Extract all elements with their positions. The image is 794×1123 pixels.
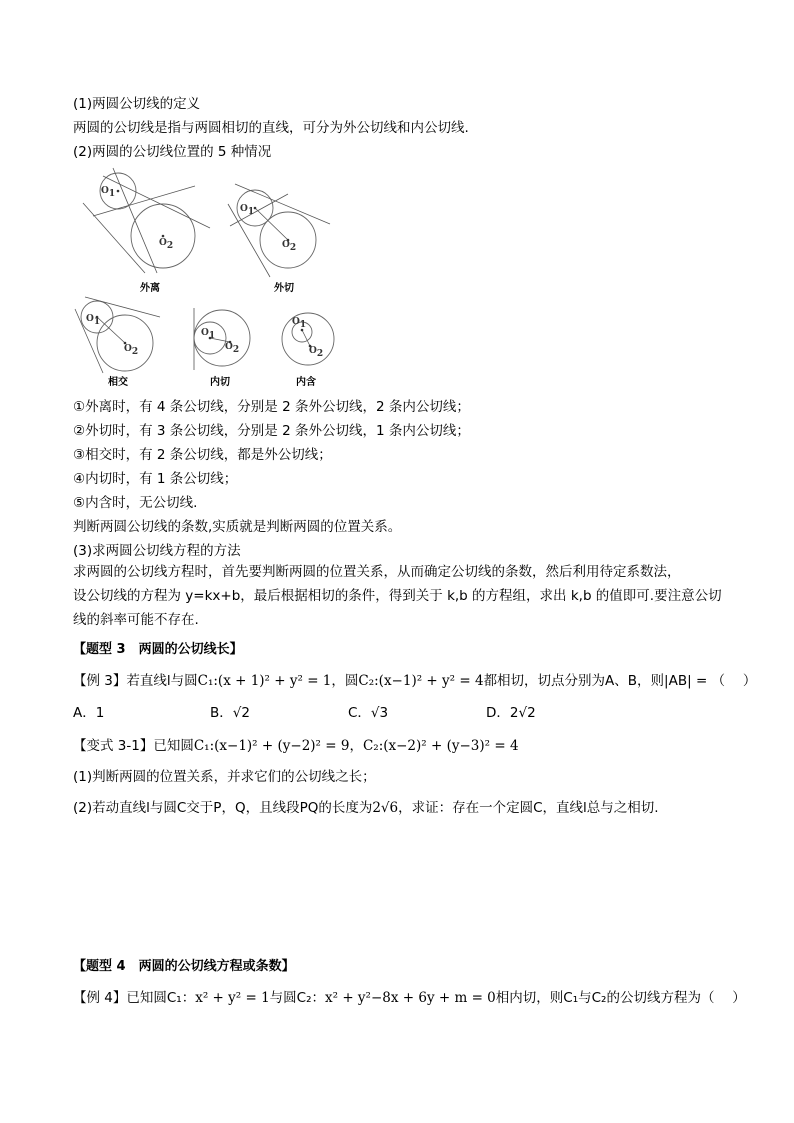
example3-option-c: C．√3 (348, 705, 389, 721)
section1-text: 两圆的公切线是指与两圆相切的直线，可分为外公切线和内公切线. (73, 120, 469, 136)
diagram-external-tangent (230, 182, 340, 277)
example4-circle2: x² + y²−8x + 6y + m = 0 (325, 990, 496, 1006)
section2-summary: 判断两圆公切线的条数,实质就是判断两圆的位置关系。 (73, 519, 402, 535)
example3-circle1: C₁:(x + 1)² + y² = 1 (197, 673, 332, 689)
diagram-label-internal-tangent: 内切 (210, 377, 230, 388)
example4-prefix: 【例 4】已知圆C₁： (73, 990, 196, 1006)
section3-line: 线的斜率可能不存在. (73, 612, 199, 628)
example4-suffix: 相内切，则C₁与C₂的公切线方程为（ ） (495, 990, 746, 1006)
variant-circle2: C₂:(x−2)² + (y−3)² = 4 (362, 738, 519, 754)
variant-q2-suffix: ，求证：存在一个定圆C，直线l总与之相切. (398, 800, 659, 816)
example3-mid: ，圆 (331, 673, 359, 689)
example3-option-b: B．√2 (210, 705, 250, 721)
example4-question (73, 989, 746, 1007)
variant-circle1: C₁:(x−1)² + (y−2)² = 9 (193, 738, 350, 754)
section2-title: (2)两圆的公切线位置的 5 种情况 (73, 144, 272, 160)
variant3-1-question (73, 737, 519, 755)
example3-prefix: 【例 3】若直线l与圆 (73, 673, 198, 689)
diagram-label-external-tangent: 外切 (274, 283, 294, 294)
diagram-contained (280, 310, 340, 370)
example3-circle2: C₂:(x−1)² + y² = 4 (358, 673, 484, 689)
diagram-label-contained: 内含 (296, 377, 316, 388)
case-item: ⑤内含时，无公切线. (73, 495, 198, 511)
type3-heading: 【题型 3 两圆的公切线长】 (73, 642, 243, 657)
section3-title: (3)求两圆公切线方程的方法 (73, 543, 241, 559)
section3-line: 设公切线的方程为 y=kx+b，最后根据相切的条件，得到关于 k,b 的方程组，求出 k,b 的值即可.要注意公切 (73, 588, 722, 604)
variant-prefix: 【变式 3-1】已知圆 (73, 738, 194, 754)
variant-q2-prefix: (2)若动直线l与圆C交于P，Q，且线段PQ的长度为 (73, 800, 373, 816)
diagram-label-intersecting: 相交 (108, 377, 128, 388)
case-item: ③相交时，有 2 条公切线，都是外公切线； (73, 447, 332, 463)
document-page: (1)两圆公切线的定义 两圆的公切线是指与两圆相切的直线，可分为外公切线和内公切线. (2)两圆的公切线位置的 5 种情况 O1 O2 外离 O1 O2 外切 O1 O2 相交 O1 O2 内切 O1 O2 内含 ①外离时，有 4 条公切线，分别是 2 条外公切线，2 条内公切线； ②外切时，有 3 条公切线，分别是 2 条外公切线，1 条内公切线； ③相交时，有 2 条公切线，都是外公切线； ④内切时，有 1 条公切线； ⑤内含时，无公切线. 判断两圆公切线的条数,实质就是判断两圆的位置关系。 (3)求两圆公切线方程的方法 求两圆的公切线方程时，首先要判断两圆的位置关系，从而确定公切线的条数，然后利用待定系数法， 设公切线的方程为 y=kx+b，最后根据相切的条件，得到关于 k,b 的方程组，求出 k,b 的值即可.要注意公切 线的斜率可能不存在. 【题型 3 两圆的公切线长】 【例 3】若直线l与圆C₁:(x + 1)² + y² = 1，圆C₂:(x−1)² + y² = 4都相切，切点分别为A、B，则|AB| = （ ） A．1 B．√2 C．√3 D．2√2 【变式 3-1】已知圆C₁:(x−1)² + (y−2)² = 9，C₂:(x−2)² + (y−3)² = 4 (1)判断两圆的位置关系，并求它们的公切线之长； (2)若动直线l与圆C交于P，Q，且线段PQ的长度为2√6，求证：存在一个定圆C，直线l总与之相切. 【题型 4 两圆的公切线方程或条数】 【例 4】已知圆C₁：x² + y² = 1与圆C₂：x² + y²−8x + 6y + m = 0相内切，则C₁与C₂的公切线方程为（ ） (73, 96, 757, 1006)
example3-suffix: 都相切，切点分别为A、B，则|AB| = （ ） (483, 673, 757, 689)
example3-option-d: D．2√2 (486, 705, 536, 721)
diagram-label-separate: 外离 (140, 283, 160, 294)
variant-q1: (1)判断两圆的位置关系，并求它们的公切线之长； (73, 769, 376, 785)
diagram-separate (85, 168, 225, 278)
variant-q2 (73, 799, 659, 817)
case-item: ②外切时，有 3 条公切线，分别是 2 条外公切线，1 条内公切线； (73, 423, 470, 439)
example4-circle1: x² + y² = 1 (195, 990, 270, 1006)
section1-title: (1)两圆公切线的定义 (73, 96, 201, 112)
example3-question (73, 672, 756, 690)
case-item: ①外离时，有 4 条公切线，分别是 2 条外公切线，2 条内公切线； (73, 399, 470, 415)
case-item: ④内切时，有 1 条公切线； (73, 471, 238, 487)
variant-separator: ， (349, 738, 363, 754)
example4-mid: 与圆C₂： (269, 990, 326, 1006)
diagram-intersecting (75, 295, 170, 375)
example3-option-a: A．1 (73, 705, 105, 721)
variant-q2-value: 2√6 (372, 800, 399, 816)
section3-line: 求两圆的公切线方程时，首先要判断两圆的位置关系，从而确定公切线的条数，然后利用待定系数法， (73, 564, 681, 580)
type4-heading: 【题型 4 两圆的公切线方程或条数】 (73, 959, 295, 974)
